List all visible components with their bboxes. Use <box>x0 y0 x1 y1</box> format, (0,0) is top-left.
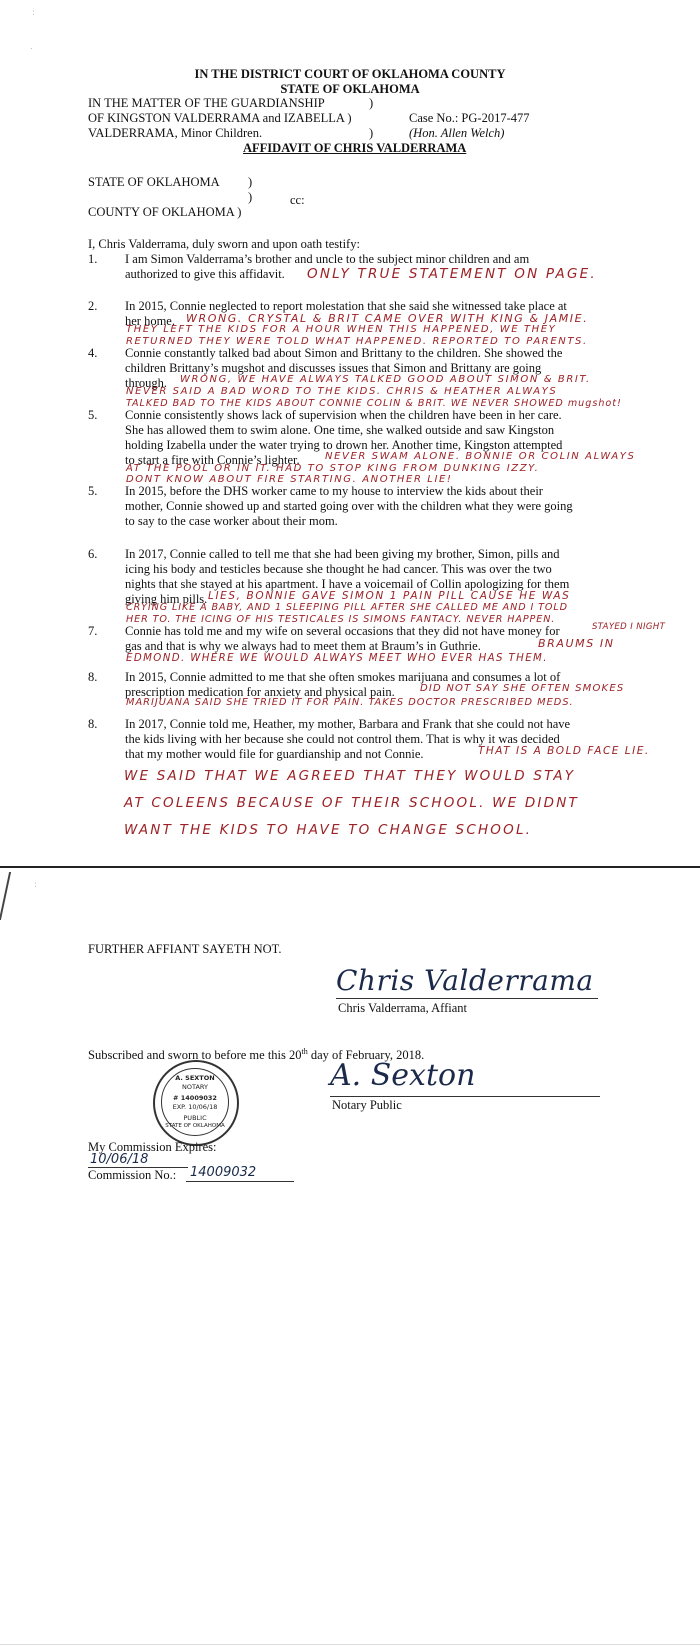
paragraph-line: I am Simon Valderrama’s brother and uncle to the subject minor children and am <box>125 252 530 266</box>
court-heading: IN THE DISTRICT COURT OF OKLAHOMA COUNTY <box>194 67 506 81</box>
judge-name: (Hon. Allen Welch) <box>409 126 505 140</box>
paragraph-line: She has allowed them to swim alone. One time, she walked outside and saw Kingston <box>125 423 555 437</box>
handwritten-note: EDMOND. WHERE WE WOULD ALWAYS MEET WHO EVER HAS THEM. <box>126 653 548 664</box>
paragraph-line: the kids living with her because she could not control them. That is why it was decided <box>125 732 560 746</box>
handwritten-closing: WE SAID THAT WE AGREED THAT THEY WOULD STAY <box>124 768 576 784</box>
notary-seal-inner-ring <box>161 1068 229 1136</box>
intro-statement: I, Chris Valderrama, duly sworn and upon oath testify: <box>88 237 360 251</box>
handwritten-note: THAT IS A BOLD FACE LIE. <box>478 745 650 757</box>
paragraph-line: In 2015, Connie neglected to report molestation that she said she witnessed take place at <box>125 299 567 313</box>
paragraph-line: icing his body and testicles because she thought he had cancer. This was over the two <box>125 562 552 576</box>
paragraph-line: In 2017, Connie told me, Heather, my mother, Barbara and Frank that she could not have <box>125 717 571 731</box>
handwritten-note: RETURNED THEY WERE TOLD WHAT HAPPENED. REPORTED TO PARENTS. <box>126 336 588 347</box>
venue-state: STATE OF OKLAHOMA <box>88 175 220 189</box>
paragraph-line: Connie constantly talked bad about Simon and Brittany to the children. She showed the <box>125 346 563 360</box>
handwritten-note: DONT KNOW ABOUT FIRE STARTING. ANOTHER LIE! <box>126 474 453 485</box>
paragraph-number: 6. <box>88 547 98 561</box>
matter-line-1: IN THE MATTER OF THE GUARDIANSHIP <box>88 96 325 110</box>
paragraph-line: In 2015, Connie admitted to me that she often smokes marijuana and consumes a lot of <box>125 670 561 684</box>
venue-paren-2: ) <box>248 190 253 204</box>
paragraph-number: 8. <box>88 670 98 684</box>
paragraph-line: Connie has told me and my wife on several occasions that they did not have money for <box>125 624 560 638</box>
subscribed-date: day of February, 2018. <box>307 1048 425 1063</box>
paragraph-number: 5. <box>88 484 98 498</box>
paragraph-line: In 2017, Connie called to tell me that she had been giving my brother, Simon, pills and <box>125 547 560 561</box>
matter-paren-3: ) <box>369 126 374 140</box>
matter-line-3: VALDERRAMA, Minor Children. <box>88 126 263 140</box>
handwritten-note: STAYED I NIGHT <box>592 622 666 632</box>
paragraph-line: gas and that is why we always had to meet them at Braum’s in Guthrie. <box>125 639 481 653</box>
paragraph-line: authorized to give this affidavit. <box>125 267 285 281</box>
seal-state: STATE OF OKLAHOMA <box>165 1123 225 1129</box>
paragraph-line: her home. <box>125 314 175 328</box>
paragraph-number: 5. <box>88 408 98 422</box>
handwritten-note: NEVER SWAM ALONE. BONNIE OR COLIN ALWAYS <box>325 451 636 462</box>
paragraph-number: 1. <box>88 252 98 266</box>
handwritten-closing: AT COLEENS BECAUSE OF THEIR SCHOOL. WE DIDNT <box>124 795 579 811</box>
commission-expires-label: My Commission Expires: <box>88 1140 217 1154</box>
paragraph-line: children Brittany’s mugshot and discusses issues that Simon and Brittany are going <box>125 361 542 375</box>
handwritten-note: WRONG. CRYSTAL & BRIT CAME OVER WITH KING & JAMIE. <box>186 312 589 325</box>
seal-public: PUBLIC <box>183 1114 207 1122</box>
further-affiant-statement: FURTHER AFFIANT SAYETH NOT. <box>88 942 282 956</box>
paragraph-number: 7. <box>88 624 98 638</box>
handwritten-note: LIES, BONNIE GAVE SIMON 1 PAIN PILL CAUSE HE WAS <box>208 590 571 602</box>
notary-signature-line <box>330 1096 600 1097</box>
paragraph-line: that my mother would file for guardianship and not Connie. <box>125 747 424 761</box>
venue-cc: cc: <box>290 193 305 207</box>
page-bottom-edge <box>0 1644 700 1645</box>
handwritten-note: TALKED BAD TO THE KIDS ABOUT CONNIE COLIN & BRIT. WE NEVER SHOWED mugshot! <box>126 398 622 409</box>
handwritten-note: BRAUMS IN <box>538 637 615 650</box>
handwritten-note: CRYING LIKE A BABY, AND 1 SLEEPING PILL AFTER SHE CALLED ME AND I TOLD <box>126 602 568 613</box>
handwritten-note: THEY LEFT THE KIDS FOR A HOUR WHEN THIS HAPPENED, WE THEY <box>126 324 557 335</box>
commission-expires-value: 10/06/18 <box>90 1152 149 1167</box>
handwritten-note: DID NOT SAY SHE OFTEN SMOKES <box>420 683 625 694</box>
page-divider <box>0 866 700 868</box>
paragraph-line: nights that she stayed at his apartment. I have a voicemail of Collin apologizing for them <box>125 577 570 591</box>
seal-name: A. SEXTON <box>175 1074 215 1082</box>
commission-number-value: 14009032 <box>190 1165 257 1180</box>
handwritten-closing: WANT THE KIDS TO HAVE TO CHANGE SCHOOL. <box>124 822 533 838</box>
notary-public-label: Notary Public <box>332 1098 402 1112</box>
paragraph-line: through. <box>125 376 168 390</box>
paragraph-line: mother, Connie showed up and started going over with the children what they were going <box>125 499 573 513</box>
paragraph-line: prescription medication for anxiety and physical pain. <box>125 685 395 699</box>
page-corner-mark <box>0 872 23 920</box>
affiant-signature-line <box>336 998 598 999</box>
commission-number-label: Commission No.: <box>88 1168 177 1182</box>
seal-number: # 14009032 <box>173 1094 217 1102</box>
affidavit-title: AFFIDAVIT OF CHRIS VALDERRAMA <box>243 141 467 155</box>
handwritten-note: ONLY TRUE STATEMENT ON PAGE. <box>307 266 597 282</box>
paragraph-line: to start a fire with Connie’s lighter. <box>125 453 300 467</box>
state-heading: STATE OF OKLAHOMA <box>280 82 420 96</box>
seal-expiration: EXP. 10/06/18 <box>172 1103 218 1111</box>
seal-notary: NOTARY <box>182 1083 208 1091</box>
page-mark: . <box>30 42 33 52</box>
paragraph-line: Connie consistently shows lack of supervision when the children have been in her care. <box>125 408 562 422</box>
matter-paren-1: ) <box>369 96 374 110</box>
paragraph-line: giving him pills. <box>125 592 208 606</box>
handwritten-note: AT THE POOL OR IN IT. HAD TO STOP KING FROM DUNKING IZZY. <box>126 463 540 474</box>
paragraph-number: 2. <box>88 299 98 313</box>
handwritten-note: MARIJUANA SAID SHE TRIED IT FOR PAIN. TAKES DOCTOR PRESCRIBED MEDS. <box>126 697 574 708</box>
affiant-name: Chris Valderrama, Affiant <box>338 1001 468 1015</box>
venue-county: COUNTY OF OKLAHOMA ) <box>88 205 242 219</box>
paragraph-number: 8. <box>88 717 98 731</box>
commission-number-line <box>186 1181 294 1182</box>
handwritten-note: HER TO. THE ICING OF HIS TESTICALES IS SIMONS FANTACY. NEVER HAPPEN. <box>126 614 556 625</box>
paragraph-line: holding Izabella under the water trying to drown her. Another time, Kingston attempted <box>125 438 563 452</box>
subscribed-superscript: th <box>301 1047 308 1056</box>
affiant-signature: Chris Valderrama <box>336 964 594 997</box>
handwritten-note: NEVER SAID A BAD WORD TO THE KIDS. CHRIS & HEATHER ALWAYS <box>126 386 558 397</box>
matter-line-2: OF KINGSTON VALDERRAMA and IZABELLA ) <box>88 111 352 125</box>
handwritten-note: WRONG, WE HAVE ALWAYS TALKED GOOD ABOUT SIMON & BRIT. <box>180 374 591 385</box>
venue-paren-1: ) <box>248 175 253 189</box>
notary-signature: A. Sexton <box>330 1058 476 1093</box>
paragraph-number: 4. <box>88 346 98 360</box>
page-mark: : <box>34 880 38 890</box>
subscribed-text: Subscribed and sworn to before me this 20 <box>88 1048 302 1063</box>
page-mark: : <box>32 8 36 18</box>
paragraph-line: to say to the case worker about their mom. <box>125 514 338 528</box>
case-number: Case No.: PG-2017-477 <box>409 111 530 125</box>
notary-seal <box>153 1060 239 1146</box>
paragraph-line: In 2015, before the DHS worker came to my house to interview the kids about their <box>125 484 543 498</box>
